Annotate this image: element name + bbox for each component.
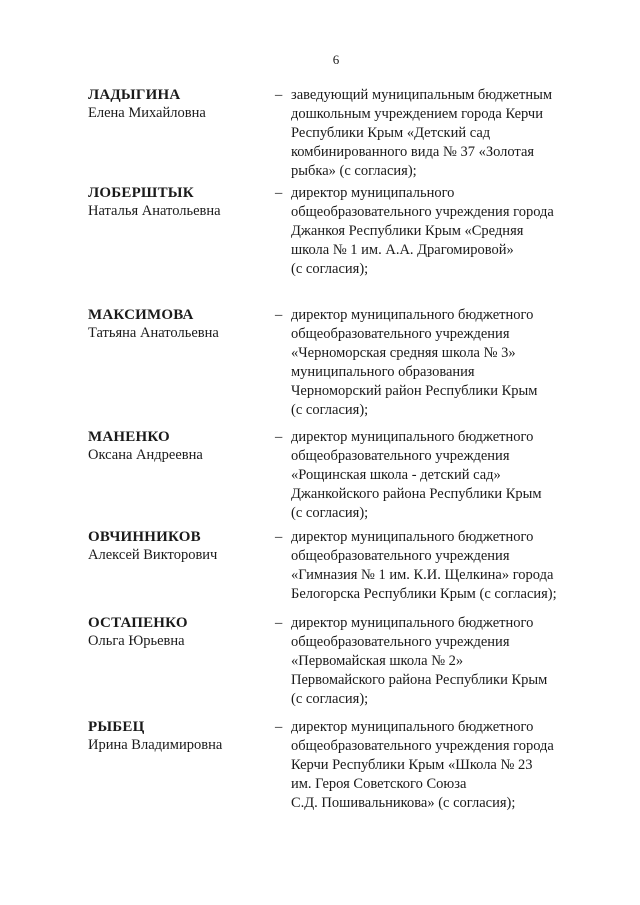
- member-surname: РЫБЕЦ: [88, 719, 145, 735]
- role-line: муниципального образования: [291, 364, 475, 380]
- role-line: общеобразовательного учреждения: [291, 548, 510, 564]
- role-line: С.Д. Пошивальникова» (с согласия);: [291, 795, 516, 811]
- member-surname: МАКСИМОВА: [88, 307, 194, 323]
- role-line: Джанкойского района Республики Крым: [291, 486, 542, 502]
- role-line: «Первомайская школа № 2»: [291, 653, 464, 669]
- role-line: дошкольным учреждением города Керчи: [291, 106, 543, 122]
- role-line: директор муниципального бюджетного: [291, 307, 534, 323]
- role-line: заведующий муниципальным бюджетным: [291, 87, 553, 103]
- role-line: директор муниципального: [291, 185, 455, 201]
- member-surname: МАНЕНКО: [88, 429, 170, 445]
- role-line: общеобразовательного учреждения города: [291, 738, 554, 754]
- separator-dash: –: [275, 719, 283, 735]
- page-number: 6: [332, 52, 340, 67]
- role-line: Белогорска Республики Крым (с согласия);: [291, 586, 557, 602]
- role-line: директор муниципального бюджетного: [291, 719, 534, 735]
- member-role: [291, 86, 591, 181]
- role-line: Керчи Республики Крым «Школа № 23: [291, 757, 533, 773]
- role-line: (с согласия);: [291, 402, 369, 418]
- member-role: [291, 184, 591, 279]
- role-line: «Рощинская школа - детский сад»: [291, 467, 501, 483]
- role-line: директор муниципального бюджетного: [291, 429, 534, 445]
- member-given-name: Елена Михайловна: [88, 105, 206, 121]
- role-line: директор муниципального бюджетного: [291, 615, 534, 631]
- member-surname: ЛАДЫГИНА: [88, 87, 181, 103]
- member-given-name: Алексей Викторович: [88, 547, 218, 563]
- member-surname: ОВЧИННИКОВ: [88, 529, 201, 545]
- member-role: [291, 614, 591, 709]
- separator-dash: –: [275, 529, 283, 545]
- role-line: общеобразовательного учреждения: [291, 326, 510, 342]
- member-surname: ЛОБЕРШТЫК: [88, 185, 194, 201]
- role-line: Республики Крым «Детский сад: [291, 125, 491, 141]
- role-line: общеобразовательного учреждения города: [291, 204, 554, 220]
- role-line: рыбка» (с согласия);: [291, 163, 417, 179]
- separator-dash: –: [275, 429, 283, 445]
- member-given-name: Ирина Владимировна: [88, 737, 223, 753]
- role-line: «Гимназия № 1 им. К.И. Щелкина» города: [291, 567, 554, 583]
- role-line: Джанкоя Республики Крым «Средняя: [291, 223, 524, 239]
- role-line: Черноморский район Республики Крым: [291, 383, 538, 399]
- role-line: (с согласия);: [291, 261, 369, 277]
- role-line: (с согласия);: [291, 505, 369, 521]
- member-role: [291, 306, 591, 420]
- role-line: (с согласия);: [291, 691, 369, 707]
- member-role: [291, 528, 591, 604]
- separator-dash: –: [275, 615, 283, 631]
- member-given-name: Наталья Анатольевна: [88, 203, 221, 219]
- member-role: [291, 718, 591, 813]
- member-given-name: Ольга Юрьевна: [88, 633, 185, 649]
- role-line: Первомайского района Республики Крым: [291, 672, 548, 688]
- member-given-name: Татьяна Анатольевна: [88, 325, 219, 341]
- separator-dash: –: [275, 87, 283, 103]
- separator-dash: –: [275, 185, 283, 201]
- member-role: [291, 428, 591, 523]
- role-line: общеобразовательного учреждения: [291, 634, 510, 650]
- separator-dash: –: [275, 307, 283, 323]
- role-line: директор муниципального бюджетного: [291, 529, 534, 545]
- role-line: комбинированного вида № 37 «Золотая: [291, 144, 535, 160]
- member-given-name: Оксана Андреевна: [88, 447, 203, 463]
- role-line: общеобразовательного учреждения: [291, 448, 510, 464]
- role-line: «Черноморская средняя школа № 3»: [291, 345, 516, 361]
- role-line: им. Героя Советского Союза: [291, 776, 467, 792]
- member-surname: ОСТАПЕНКО: [88, 615, 188, 631]
- role-line: школа № 1 им. А.А. Драгомировой»: [291, 242, 514, 258]
